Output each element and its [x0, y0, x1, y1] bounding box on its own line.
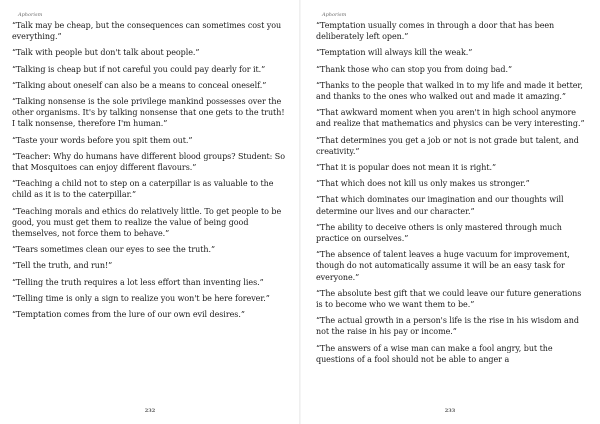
quote: “That awkward moment when you aren't in high school anymore and realize that mathematics and physics can be very interesting.”: [316, 108, 585, 129]
quote: “Talk with people but don't talk about people.”: [12, 48, 200, 58]
quote: “Telling the truth requires a lot less effort than inventing lies.”: [12, 277, 264, 287]
quote: “Telling time is only a sign to realize you won't be here forever.”: [12, 293, 270, 303]
quote: “Teaching a child not to step on a caterpillar is as valuable to the child as it is to the caterpillar.”: [12, 179, 274, 200]
quote: “Tell the truth, and run!”: [12, 261, 113, 271]
quote: “Temptation usually comes in through a door that has been deliberately left open.”: [316, 21, 555, 42]
page-number: 233: [444, 408, 456, 414]
quote: “That it is popular does not mean it is right.”: [316, 163, 497, 173]
quote-list: [316, 20, 590, 365]
quote: “Talking about oneself can also be a means to conceal oneself.”: [12, 80, 267, 90]
quote: “That determines you get a job or not is not grade but talent, and creativity.”: [316, 135, 579, 156]
page-number: 232: [144, 408, 156, 414]
quote: “Temptation comes from the lure of our own evil desires.”: [12, 310, 245, 320]
quote: “The answers of a wise man can make a fool angry, but the questions of a fool should not be able to anger a: [316, 343, 553, 364]
running-head: Aphorism: [322, 12, 347, 18]
quote: “Talking is cheap but if not careful you could pay dearly for it.”: [12, 64, 266, 74]
quote: “Thank those who can stop you from doing bad.”: [316, 64, 512, 74]
quote: “Thanks to the people that walked in to my life and made it better, and thanks to the ones who walked out and made it amazing.”: [316, 80, 583, 102]
quote: “The absolute best gift that we could leave our future generations is to become who we want them to be.”: [316, 288, 582, 310]
running-head: Aphorism: [18, 12, 43, 18]
quote: “Taste your words before you spit them out.”: [12, 135, 193, 145]
right-page: [300, 0, 600, 424]
quote: “The ability to deceive others is only mastered through much practice on ourselves.”: [316, 222, 562, 244]
quote: “Temptation will always kill the weak.”: [316, 48, 473, 58]
quote: “That which does not kill us only makes us stronger.”: [316, 179, 530, 189]
quote: “Teacher: Why do humans have different blood groups? Student: So that Mosquitoes can enjoy different flavours.”: [12, 151, 285, 173]
quote: “Talk may be cheap, but the consequences can sometimes cost you everything.”: [12, 21, 282, 42]
quote: “The absence of talent leaves a huge vacuum for improvement, though do not automatically assume it will be an easy task for everyone.”: [316, 250, 570, 282]
quote: “Tears sometimes clean our eyes to see the truth.”: [12, 245, 216, 255]
quote-list: [12, 20, 290, 320]
quote: “The actual growth in a person's life is the rise in his wisdom and not the raise in his pay or income.”: [316, 316, 579, 337]
quote: “Talking nonsense is the sole privilege mankind possesses over the other organisms. It's by talking nonsense that one gets to the truth! I talk nonsense, therefore I'm human.”: [12, 97, 285, 129]
quote: “Teaching morals and ethics do relatively little. To get people to be good, you must get them to realize the value of being good themselves, not force them to behave.”: [12, 206, 282, 239]
quote: “That which dominates our imagination and our thoughts will determine our lives and our character.”: [316, 195, 564, 216]
